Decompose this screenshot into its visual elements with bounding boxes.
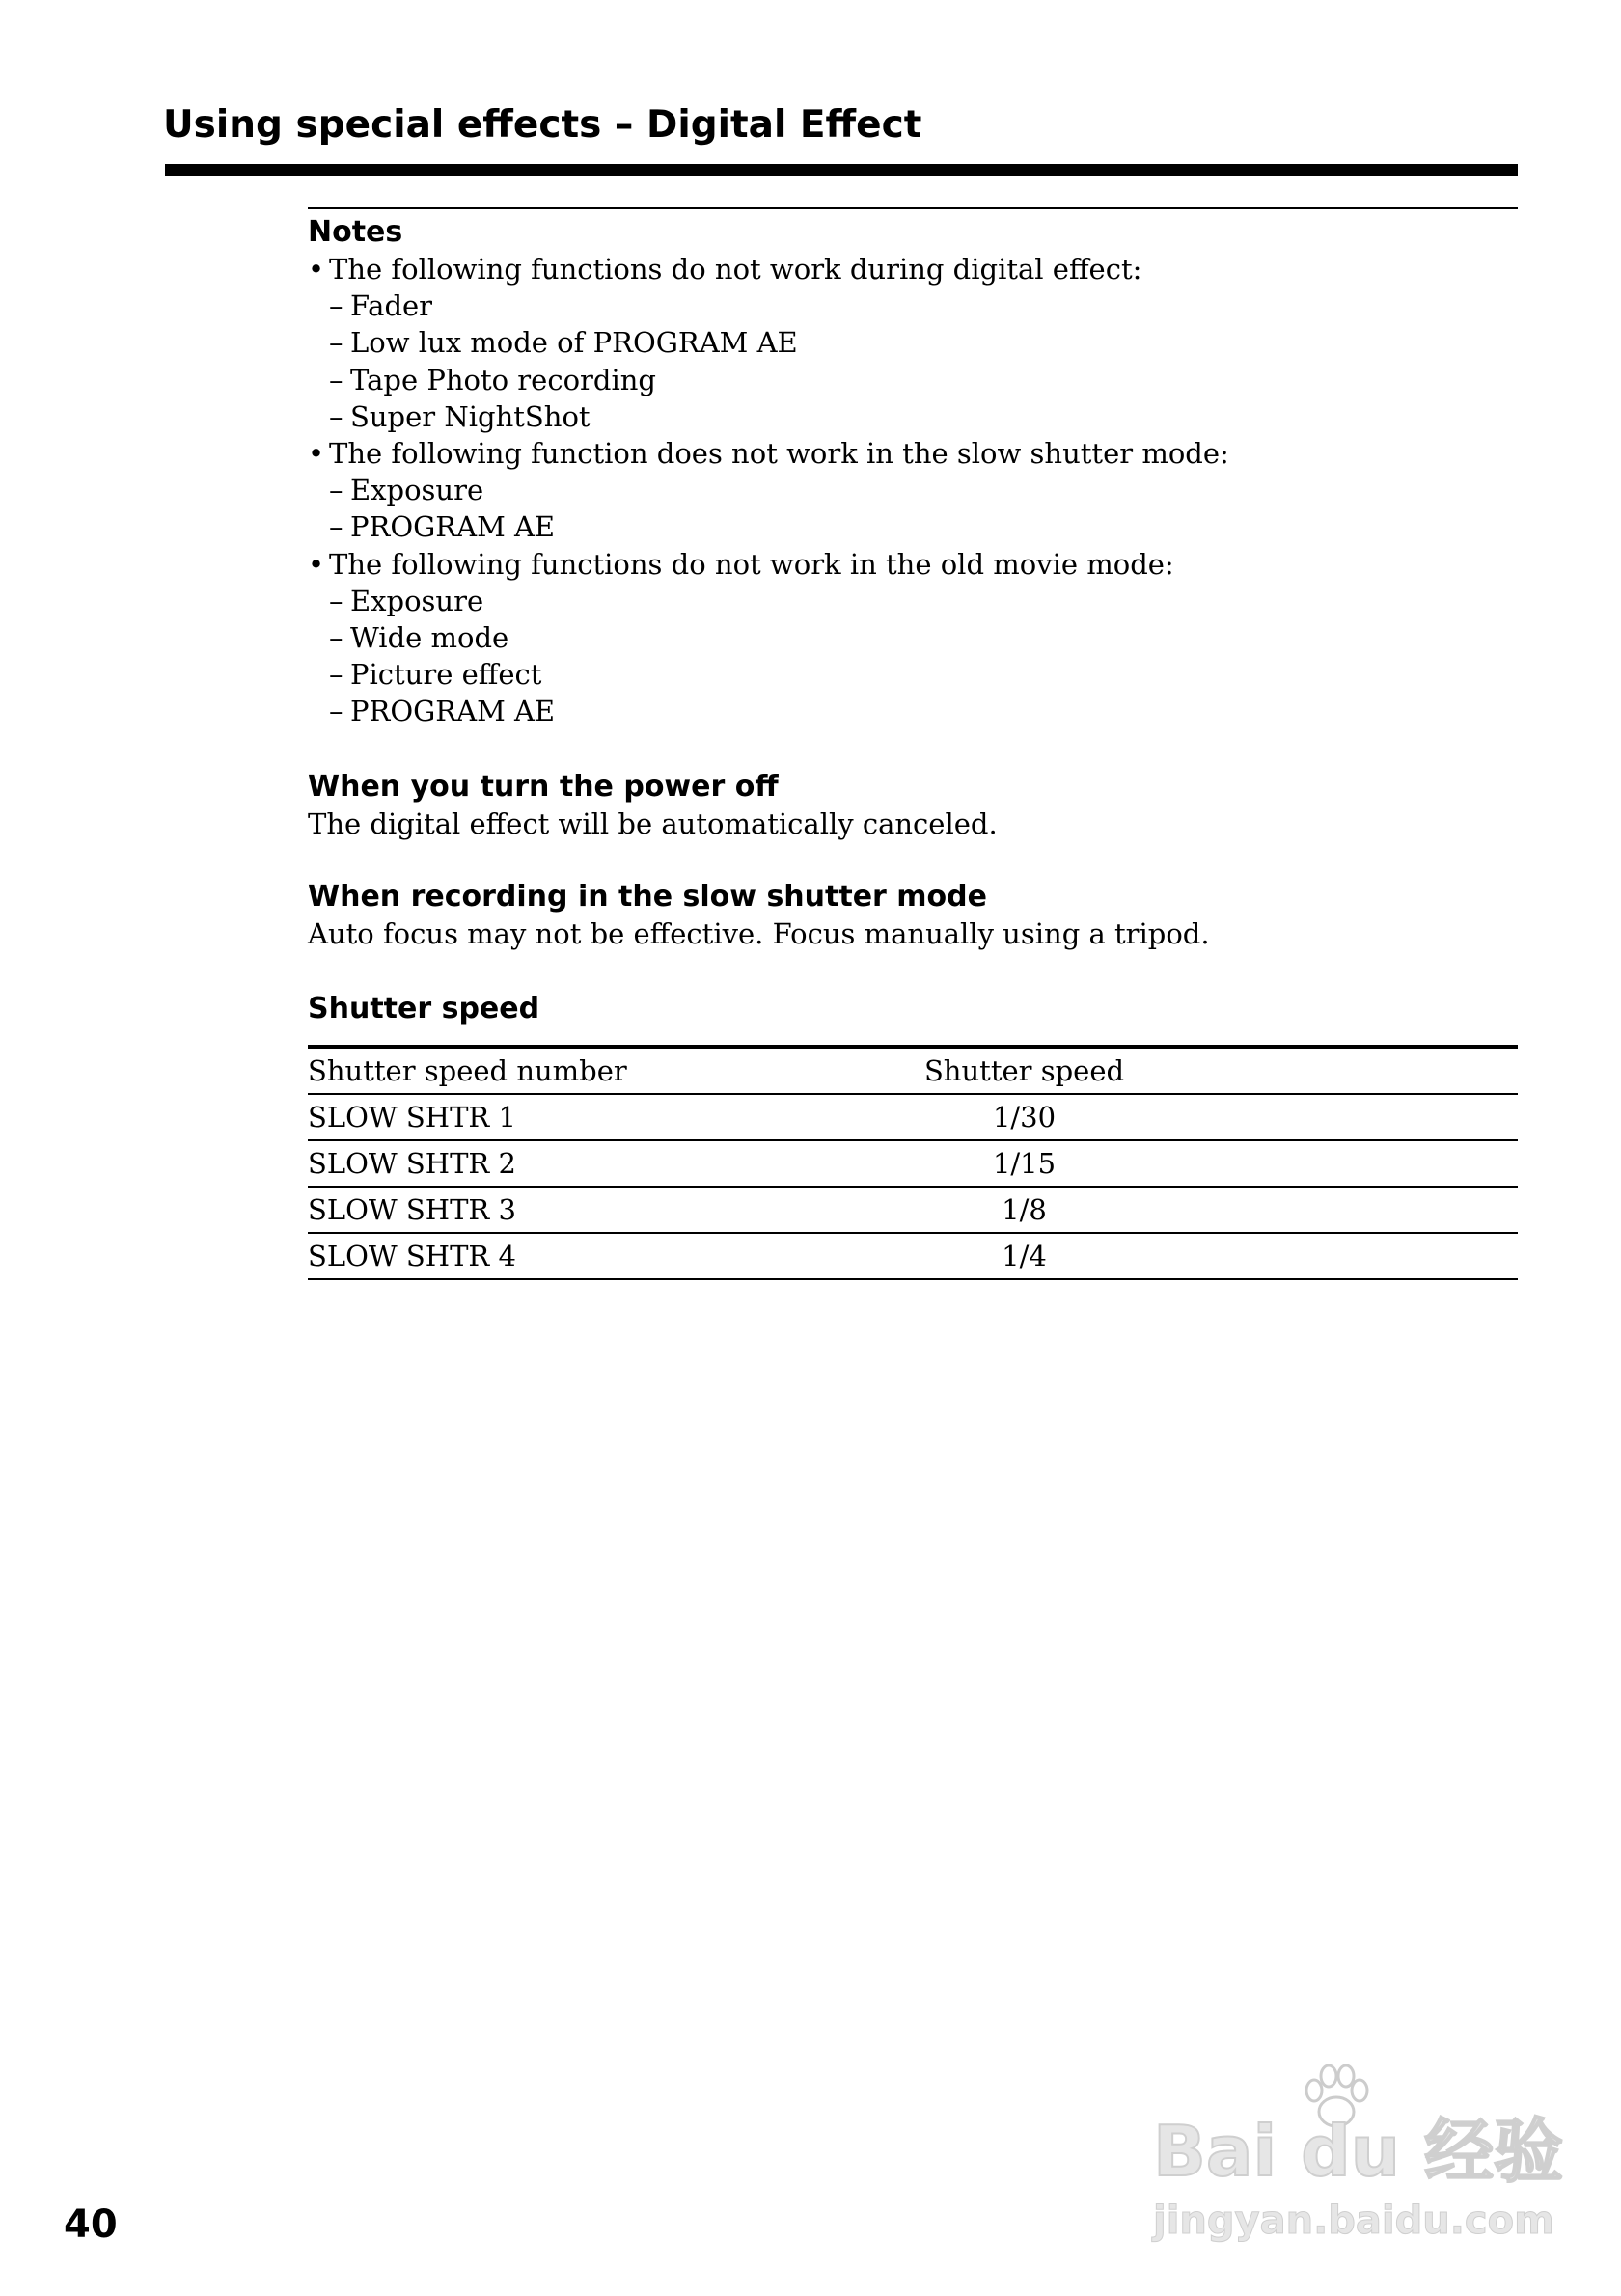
note-subitem bbox=[308, 656, 1518, 693]
column-spacer bbox=[1162, 1140, 1518, 1187]
dash-mark: – bbox=[329, 474, 343, 507]
note-text: The following function does not work in the slow shutter mode: bbox=[329, 437, 1229, 471]
shutter-number-cell: SLOW SHTR 1 bbox=[308, 1094, 887, 1140]
note-subitem bbox=[308, 324, 1518, 361]
notes-group-1 bbox=[308, 251, 1518, 435]
bullet-mark: • bbox=[308, 253, 325, 286]
notes-heading: Notes bbox=[308, 215, 403, 249]
slow-shutter-text: Auto focus may not be effective. Focus manually using a tripod. bbox=[308, 916, 1210, 950]
table-row bbox=[308, 1233, 1518, 1279]
page-number: 40 bbox=[64, 2202, 118, 2247]
column-spacer bbox=[1162, 1094, 1518, 1140]
content-body bbox=[308, 214, 1518, 1027]
baidu-watermark bbox=[1153, 2060, 1564, 2253]
power-off-heading: When you turn the power off bbox=[308, 769, 779, 804]
power-off-text: The digital effect will be automatically canceled. bbox=[308, 806, 998, 840]
note-subitem-text: Wide mode bbox=[350, 621, 509, 655]
section-gap bbox=[308, 842, 1518, 879]
note-text: The following functions do not work in the old movie mode: bbox=[329, 547, 1174, 581]
dash-mark: – bbox=[329, 326, 343, 360]
note-bullet bbox=[308, 251, 1518, 287]
note-subitem bbox=[308, 693, 1518, 729]
note-subitem bbox=[308, 398, 1518, 435]
note-subitem bbox=[308, 508, 1518, 545]
shutter-number-cell: SLOW SHTR 3 bbox=[308, 1187, 887, 1233]
note-subitem bbox=[308, 583, 1518, 619]
note-text: The following functions do not work during digital effect: bbox=[329, 253, 1142, 286]
dash-mark: – bbox=[329, 363, 343, 396]
column-header-speed: Shutter speed bbox=[887, 1047, 1162, 1094]
shutter-speed-table bbox=[308, 1045, 1518, 1280]
bullet-mark: • bbox=[308, 547, 325, 581]
section-gap bbox=[308, 952, 1518, 991]
note-subitem-text: Exposure bbox=[350, 474, 484, 507]
notes-rule bbox=[308, 207, 1518, 209]
section-gap bbox=[308, 730, 1518, 769]
shutter-speed-heading: Shutter speed bbox=[308, 992, 540, 1026]
column-spacer bbox=[1162, 1187, 1518, 1233]
notes-group-2 bbox=[308, 435, 1518, 546]
note-subitem bbox=[308, 287, 1518, 324]
shutter-speed-cell: 1/15 bbox=[887, 1140, 1162, 1187]
dash-mark: – bbox=[329, 510, 343, 544]
column-spacer bbox=[1162, 1047, 1518, 1094]
note-subitem-text: Low lux mode of PROGRAM AE bbox=[350, 326, 798, 360]
note-subitem bbox=[308, 472, 1518, 508]
note-subitem-text: Super NightShot bbox=[350, 399, 591, 433]
note-subitem-text: Fader bbox=[350, 289, 433, 323]
dash-mark: – bbox=[329, 399, 343, 433]
shutter-number-cell: SLOW SHTR 2 bbox=[308, 1140, 887, 1187]
dash-mark: – bbox=[329, 658, 343, 692]
column-header-number: Shutter speed number bbox=[308, 1047, 887, 1094]
dash-mark: – bbox=[329, 695, 343, 728]
page-title: Using special effects – Digital Effect bbox=[163, 103, 922, 147]
watermark-url: jingyan.baidu.com bbox=[1153, 2199, 1554, 2243]
watermark-brand: Bai du 经验 bbox=[1153, 2111, 1564, 2192]
table-row bbox=[308, 1094, 1518, 1140]
title-rule bbox=[165, 164, 1518, 176]
table-row bbox=[308, 1187, 1518, 1233]
table-row bbox=[308, 1140, 1518, 1187]
note-subitem bbox=[308, 619, 1518, 656]
note-bullet bbox=[308, 546, 1518, 583]
note-subitem-text: PROGRAM AE bbox=[350, 695, 556, 728]
dash-mark: – bbox=[329, 584, 343, 617]
note-subitem-text: Exposure bbox=[350, 584, 484, 617]
note-subitem-text: Tape Photo recording bbox=[350, 363, 656, 396]
shutter-speed-cell: 1/4 bbox=[887, 1233, 1162, 1279]
bullet-mark: • bbox=[308, 437, 325, 471]
table-header-row bbox=[308, 1047, 1518, 1094]
notes-group-3 bbox=[308, 546, 1518, 730]
dash-mark: – bbox=[329, 621, 343, 655]
note-subitem-text: PROGRAM AE bbox=[350, 510, 556, 544]
note-subitem-text: Picture effect bbox=[350, 658, 542, 692]
column-spacer bbox=[1162, 1233, 1518, 1279]
slow-shutter-heading: When recording in the slow shutter mode bbox=[308, 879, 987, 914]
note-subitem bbox=[308, 362, 1518, 398]
shutter-speed-cell: 1/8 bbox=[887, 1187, 1162, 1233]
shutter-number-cell: SLOW SHTR 4 bbox=[308, 1233, 887, 1279]
note-bullet bbox=[308, 435, 1518, 472]
shutter-speed-cell: 1/30 bbox=[887, 1094, 1162, 1140]
dash-mark: – bbox=[329, 289, 343, 323]
